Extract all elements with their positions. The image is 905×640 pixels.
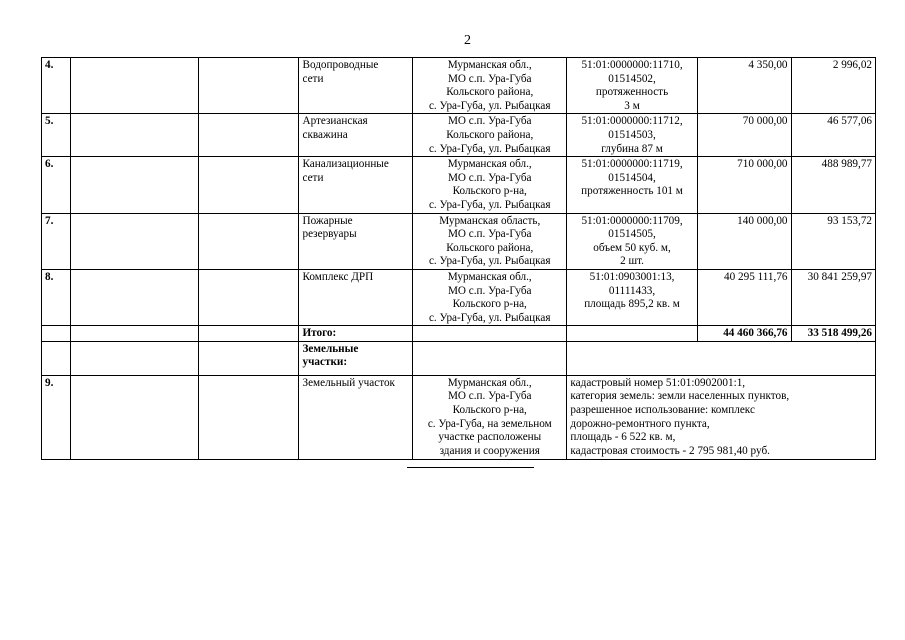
empty-cell — [71, 157, 199, 213]
text-line: МО с.п. Ура-Губа — [447, 171, 532, 184]
book-value: 488 989,77 — [791, 157, 875, 213]
section-row — [42, 341, 876, 375]
cadastral-info — [567, 58, 697, 114]
object-name: Земельный участок — [299, 375, 413, 459]
cost-value: 710 000,00 — [697, 157, 791, 213]
text-line: кадастровый номер 51:01:0902001:1, — [570, 376, 746, 389]
text-line: 01514502, — [608, 72, 656, 85]
total-row — [42, 326, 876, 342]
object-name — [299, 114, 413, 157]
empty-cell — [71, 269, 199, 325]
text-line: здания и сооружения — [439, 444, 540, 457]
empty-cell — [199, 114, 299, 157]
text-line: 3 м — [624, 99, 640, 112]
row-number: 9. — [42, 375, 71, 459]
text-line: 01514503, — [608, 128, 656, 141]
text-line: с. Ура-Губа, ул. Рыбацкая — [428, 311, 551, 324]
cadastral-info — [567, 114, 697, 157]
object-address — [413, 114, 567, 157]
cadastral-info — [567, 157, 697, 213]
text-line: резервуары — [302, 228, 357, 241]
text-line: МО с.п. Ура-Губа — [447, 115, 532, 128]
text-line: площадь - 6 522 кв. м, — [570, 431, 676, 444]
text-line: с. Ура-Губа, ул. Рыбацкая — [428, 99, 551, 112]
empty-cell — [71, 114, 199, 157]
total-label: Итого: — [299, 326, 413, 342]
total-book-value: 33 518 499,26 — [791, 326, 875, 342]
section-label — [299, 341, 413, 375]
empty-cell — [199, 375, 299, 459]
text-line: разрешенное использование: комплекс — [570, 404, 755, 417]
text-line: Комплекс ДРП — [302, 270, 374, 283]
book-value: 46 577,06 — [791, 114, 875, 157]
separator-line — [407, 467, 534, 468]
text-line: протяженность — [595, 86, 669, 99]
table-row — [42, 213, 876, 269]
text-line: Пожарные — [302, 214, 353, 227]
text-line: Кольского района, — [446, 86, 534, 99]
text-line: Водопроводные — [302, 59, 379, 71]
empty-cell — [413, 341, 567, 375]
text-line: кадастровая стоимость - 2 795 981,40 руб. — [570, 444, 770, 457]
text-line: Кольского района, — [446, 241, 534, 254]
object-address — [413, 269, 567, 325]
text-line: 01514505, — [608, 228, 656, 241]
cost-value: 4 350,00 — [697, 58, 791, 114]
empty-cell — [71, 375, 199, 459]
text-line: с. Ура-Губа, ул. Рыбацкая — [428, 255, 551, 268]
text-line: скважина — [302, 128, 348, 141]
text-line: МО с.п. Ура-Губа — [447, 228, 532, 241]
object-name — [299, 58, 413, 114]
text-line: площадь 895,2 кв. м — [584, 298, 680, 311]
empty-cell — [71, 213, 199, 269]
table-row — [42, 114, 876, 157]
text-line: 51:01:0000000:11710, — [581, 59, 683, 71]
empty-cell — [199, 213, 299, 269]
empty-cell — [413, 326, 567, 342]
row-number: 7. — [42, 213, 71, 269]
text-line: Артезианская — [302, 115, 368, 128]
empty-cell — [42, 341, 71, 375]
row-number: 5. — [42, 114, 71, 157]
text-line: Мурманская обл., — [447, 158, 532, 171]
text-line: с. Ура-Губа, на земельном — [427, 417, 552, 430]
row-number: 8. — [42, 269, 71, 325]
text-line: Мурманская обл., — [447, 376, 532, 389]
object-name — [299, 157, 413, 213]
property-table — [41, 57, 876, 460]
empty-cell — [567, 341, 876, 375]
table-row — [42, 157, 876, 213]
cost-value: 70 000,00 — [697, 114, 791, 157]
object-address — [413, 375, 567, 459]
text-line: протяженность 101 м — [581, 185, 683, 198]
table-row — [42, 375, 876, 459]
text-line: 51:01:0000000:11719, — [581, 158, 683, 171]
object-address — [413, 58, 567, 114]
text-line: сети — [302, 72, 324, 85]
empty-cell — [199, 326, 299, 342]
text-line: дорожно-ремонтного пункта, — [570, 417, 710, 430]
text-line: глубина 87 м — [601, 142, 663, 155]
cost-value: 40 295 111,76 — [697, 269, 791, 325]
text-line: с. Ура-Губа, ул. Рыбацкая — [428, 142, 551, 155]
table-row — [42, 58, 876, 114]
text-line: категория земель: земли населенных пунктов, — [570, 390, 790, 403]
cadastral-info — [567, 269, 697, 325]
book-value: 2 996,02 — [791, 58, 875, 114]
text-line: Кольского р-на, — [452, 185, 527, 198]
page-number: 2 — [464, 33, 471, 48]
text-line: МО с.п. Ура-Губа — [447, 284, 532, 297]
text-line: МО с.п. Ура-Губа — [447, 390, 532, 403]
text-line: участки: — [302, 356, 348, 369]
text-line: 51:01:0000000:11709, — [581, 214, 683, 227]
text-line: 01111433, — [608, 284, 656, 297]
empty-cell — [199, 157, 299, 213]
text-line: участке расположены — [438, 431, 542, 444]
text-line: Кольского р-на, — [452, 298, 527, 311]
object-address — [413, 157, 567, 213]
empty-cell — [71, 58, 199, 114]
text-line: 51:01:0903001:13, — [589, 270, 675, 283]
object-name — [299, 213, 413, 269]
text-line: Кольского р-на, — [452, 404, 527, 417]
empty-cell — [199, 269, 299, 325]
text-line: Мурманская обл., — [447, 59, 532, 71]
book-value: 93 153,72 — [791, 213, 875, 269]
cost-value: 140 000,00 — [697, 213, 791, 269]
table-row — [42, 269, 876, 325]
text-line: Мурманская область, — [439, 214, 541, 227]
text-line: МО с.п. Ура-Губа — [447, 72, 532, 85]
text-line: Мурманская обл., — [447, 270, 532, 283]
text-line: Земельные — [302, 342, 359, 355]
row-number: 6. — [42, 157, 71, 213]
empty-cell — [42, 326, 71, 342]
row-number: 4. — [42, 58, 71, 114]
text-line: сети — [302, 171, 324, 184]
text-line: 51:01:0000000:11712, — [581, 115, 683, 128]
text-line: Кольского района, — [446, 128, 534, 141]
book-value: 30 841 259,97 — [791, 269, 875, 325]
text-line: 01514504, — [608, 171, 656, 184]
text-line: 2 шт. — [620, 255, 644, 268]
empty-cell — [199, 58, 299, 114]
cadastral-info — [567, 213, 697, 269]
empty-cell — [567, 326, 697, 342]
empty-cell — [199, 341, 299, 375]
text-line: Канализационные — [302, 158, 389, 171]
text-line: объем 50 куб. м, — [593, 241, 671, 254]
object-address — [413, 213, 567, 269]
object-name — [299, 269, 413, 325]
total-cost: 44 460 366,76 — [697, 326, 791, 342]
empty-cell — [71, 341, 199, 375]
empty-cell — [71, 326, 199, 342]
text-line: с. Ура-Губа, ул. Рыбацкая — [428, 198, 551, 211]
land-info — [567, 375, 876, 459]
